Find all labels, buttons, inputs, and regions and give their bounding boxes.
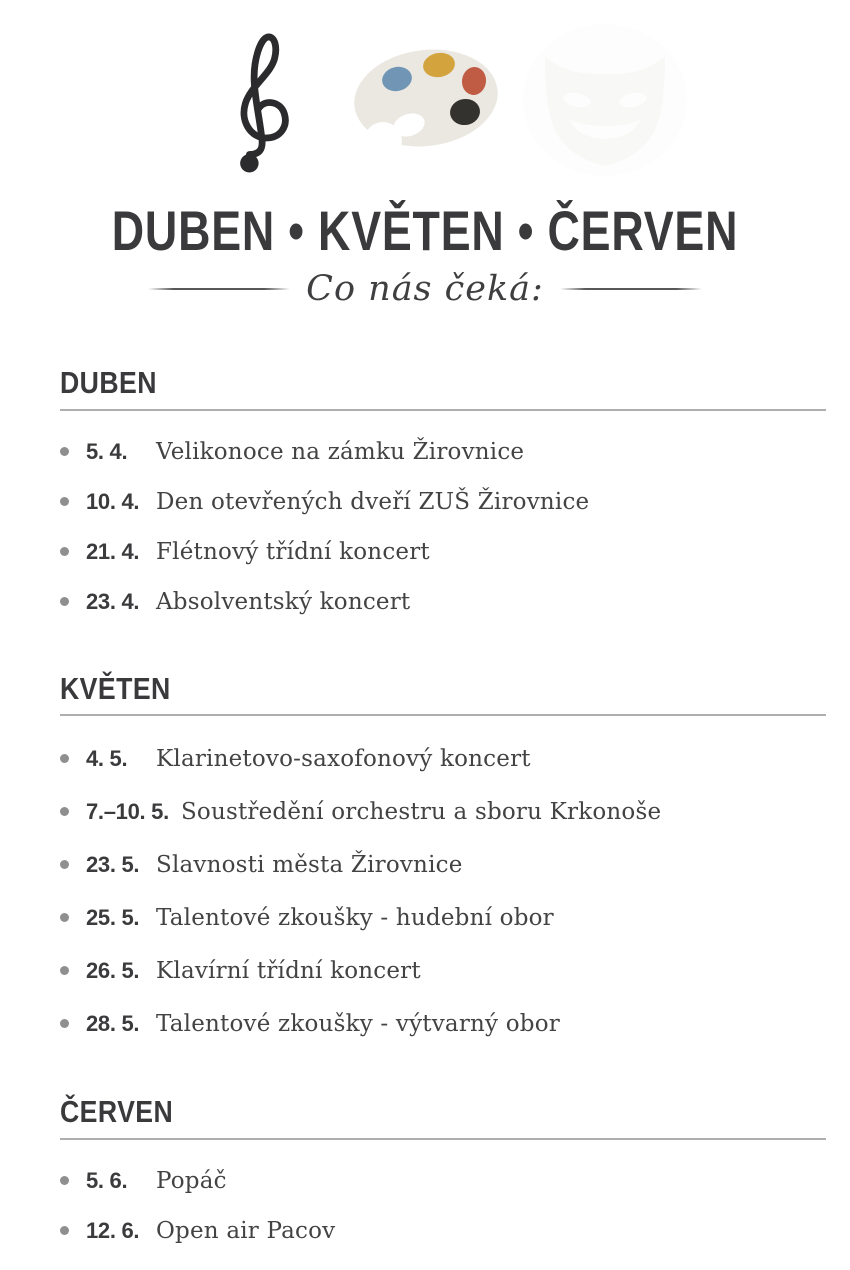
bullet-icon bbox=[60, 447, 69, 456]
section-divider bbox=[60, 1138, 826, 1140]
event-date: 28. 5. bbox=[86, 1010, 140, 1036]
event-item bbox=[60, 577, 826, 627]
event-date: 26. 5. bbox=[86, 957, 140, 983]
subtitle-right-line bbox=[560, 288, 702, 290]
treble-clef-icon bbox=[228, 30, 296, 178]
event-title: Talentové zkoušky - hudební obor bbox=[156, 904, 554, 931]
section-divider bbox=[60, 409, 826, 411]
section-kveten bbox=[60, 670, 826, 1051]
palette-icon bbox=[352, 48, 502, 150]
event-item bbox=[60, 944, 826, 997]
bullet-icon bbox=[60, 1226, 69, 1235]
bullet-icon bbox=[60, 913, 69, 922]
section-cerven bbox=[60, 1096, 826, 1256]
event-date: 7.–10. 5. bbox=[86, 798, 169, 824]
page-subtitle: Co nás čeká: bbox=[306, 269, 544, 309]
event-item bbox=[60, 838, 826, 891]
event-item bbox=[60, 477, 826, 527]
section-title: KVĚTEN bbox=[60, 670, 171, 706]
theater-mask-icon bbox=[520, 22, 690, 182]
event-date: 25. 5. bbox=[86, 904, 140, 930]
subtitle-left-line bbox=[148, 288, 290, 290]
event-date: 12. 6. bbox=[86, 1217, 140, 1243]
event-item bbox=[60, 785, 826, 838]
section-duben bbox=[60, 367, 826, 627]
event-item bbox=[60, 732, 826, 785]
event-date: 21. 4. bbox=[86, 538, 140, 564]
bullet-icon bbox=[60, 497, 69, 506]
bullet-icon bbox=[60, 597, 69, 606]
event-item bbox=[60, 427, 826, 477]
event-item bbox=[60, 1156, 826, 1206]
event-title: Velikonoce na zámku Žirovnice bbox=[156, 438, 525, 465]
bullet-icon bbox=[60, 860, 69, 869]
page-title: DUBEN • KVĚTEN • ČERVEN bbox=[111, 199, 739, 262]
event-title: Klavírní třídní koncert bbox=[156, 957, 421, 984]
event-item bbox=[60, 891, 826, 944]
bullet-icon bbox=[60, 1019, 69, 1028]
event-title: Flétnový třídní koncert bbox=[156, 538, 430, 565]
section-title: DUBEN bbox=[60, 365, 157, 400]
event-item bbox=[60, 527, 826, 577]
event-title: Popáč bbox=[156, 1167, 227, 1194]
event-date: 10. 4. bbox=[86, 488, 140, 514]
event-list bbox=[60, 427, 826, 627]
bullet-icon bbox=[60, 754, 69, 763]
bullet-icon bbox=[60, 807, 69, 816]
event-title: Soustředění orchestru a sboru Krkonoše bbox=[180, 798, 662, 825]
event-date: 5. 4. bbox=[86, 438, 128, 464]
events-content bbox=[0, 367, 850, 1256]
event-title: Den otevřených dveří ZUŠ Žirovnice bbox=[156, 488, 590, 515]
event-title: Klarinetovo-saxofonový koncert bbox=[156, 745, 531, 772]
event-date: 4. 5. bbox=[86, 745, 128, 771]
event-item bbox=[60, 997, 826, 1050]
bullet-icon bbox=[60, 966, 69, 975]
event-title: Absolventský koncert bbox=[156, 588, 411, 615]
event-list bbox=[60, 1156, 826, 1256]
event-date: 5. 6. bbox=[86, 1167, 128, 1193]
section-title: ČERVEN bbox=[60, 1094, 174, 1130]
bullet-icon bbox=[60, 1176, 69, 1185]
header-icons bbox=[0, 0, 850, 182]
event-item bbox=[60, 1206, 826, 1256]
event-title: Talentové zkoušky - výtvarný obor bbox=[156, 1010, 560, 1037]
event-title: Open air Pacov bbox=[156, 1217, 336, 1244]
subtitle-row bbox=[0, 269, 850, 309]
bullet-icon bbox=[60, 547, 69, 556]
event-date: 23. 4. bbox=[86, 588, 140, 614]
event-date: 23. 5. bbox=[86, 851, 140, 877]
event-title: Slavnosti města Žirovnice bbox=[156, 851, 463, 878]
section-divider bbox=[60, 714, 826, 716]
event-list bbox=[60, 732, 826, 1050]
